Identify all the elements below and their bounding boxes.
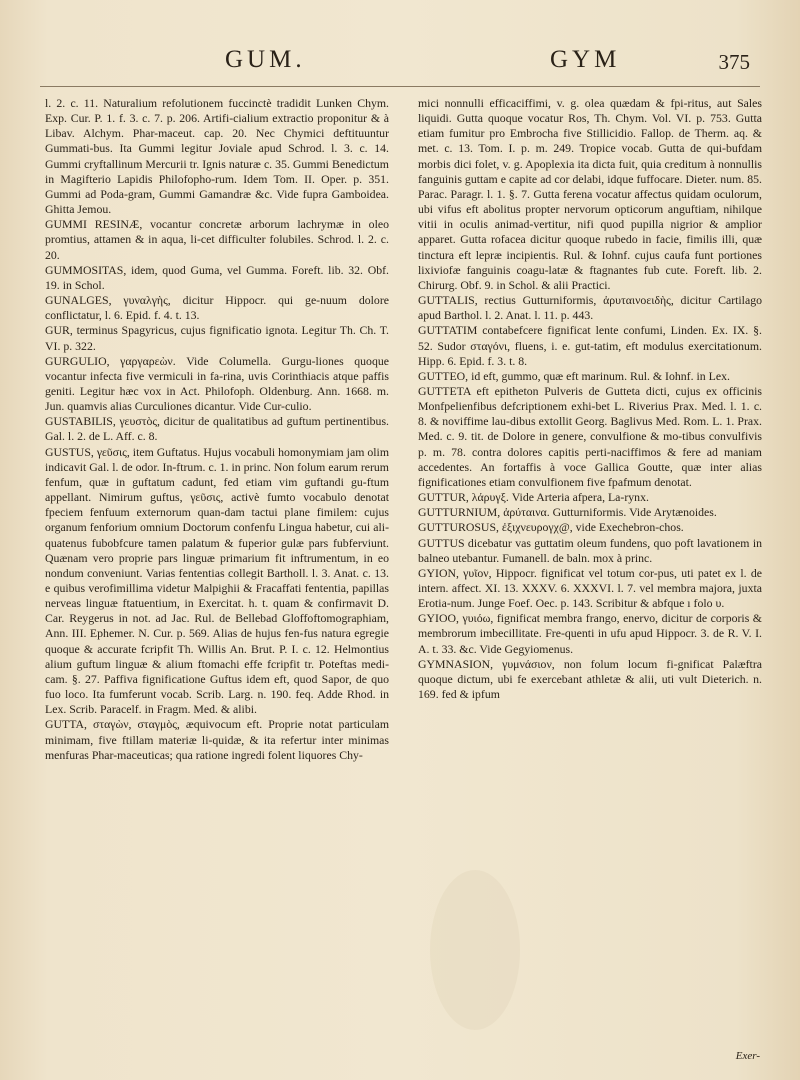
entry: GUR, terminus Spagyricus, cujus fignificatio ignota. Legitur Th. Ch. T. VI. p. 322. <box>45 323 389 353</box>
entry: GUTTETA eft epitheton Pulveris de Gutteta dicti, cujus ex officinis Monfpelienfibus defcriptionem exhi-bet L. Riverius Prax. Med. l. 1. c. 8. & noviffime lau-dibus extollit Georg. Baglivus Med. Rom. L. 1. Prax. Med. c. 9. tit. de Dolore in genere, convulfione & mo-tibus convulfivis p. m. 78. contra dolores capitis perti-naciffimos & fere ad maniam accedentes. An fortaffis à voce Gallica Goutte, quæ inter alias fignificationes etiam convulfionem five fpafmum denotat. <box>418 383 762 489</box>
header-right-word: GYM <box>550 46 621 73</box>
entry: GUTTURNIUM, ἀρύταινα. Gutturniformis. Vide Arytænoides. <box>418 505 717 520</box>
left-column <box>45 96 389 1040</box>
page-number: 375 <box>718 50 750 74</box>
entry: GUTTUROSUS, ἐξιχνευρογχ@, vide Exechebron-chos. <box>418 520 684 535</box>
entry: GURGULIO, γαργαρεὼν. Vide Columella. Gurgu-liones quoque vocantur infecta five vermiculi in fa-rina, uvis Corinthiacis atque paffis geniti. Legitur hæc vox in Act. Philofoph. Oldenburg. Ann. 1668. m. Jun. quamvis alias Curculiones dicantur. Vide Cur-culio. <box>45 353 389 414</box>
entry: GUTTUS dicebatur vas guttatim oleum fundens, quo poft lavationem in balneo utebantur. Fumanell. de baln. mox à princ. <box>418 535 762 565</box>
entry: GYION, γυῖον, Hippocr. fignificat vel totum cor-pus, uti patet ex l. de intern. affect. XI. 13. XXXV. 6. XXXVI. l. 7. vel membra majora, juxta Erotia-num. Junge Foef. Oec. p. 143. Scribitur & abfque ı folo υ. <box>418 565 762 611</box>
entry: GUNALGES, γυναλγὴς, dicitur Hippocr. qui ge-nuum dolore conflictatur, l. 6. Epid. f. 4. t. 13. <box>45 293 389 323</box>
entry: GYMNASION, γυμνάσιον, non folum locum fi-gnificat Palæftra quoque dictum, ubi fe exercebant athletæ & alii, uti vult Dieterich. n. 169. fed & ipfum <box>418 656 762 702</box>
entry: GUTTUR, λάρυγξ. Vide Arteria afpera, La-rynx. <box>418 490 649 505</box>
right-column <box>418 96 762 1040</box>
entry: GUMMI RESINÆ, vocantur concretæ arborum lachrymæ in oleo promtius, attamen & in aqua, li-cet difficulter folubiles. Schrod. l. 2. c. 20. <box>45 217 389 262</box>
entry: GUTTA, σταγὼν, σταγμὸς, æquivocum eft. Proprie notat particulam minimam, five ftillam materiæ li-quidæ, & ita refertur inter minimas menfuras Phar-maceuticas; qua ratione ingredi folent liquores Chy- <box>45 717 389 762</box>
entry: GUTTEO, id eft, gummo, quæ eft marinum. Rul. & Iohnf. in Lex. <box>418 368 730 383</box>
entry: GUSTUS, γεῦσις, item Guftatus. Hujus vocabuli homonymiam jam olim indicavit Gal. l. de odor. In-ftrum. c. 1. in princ. Non folum earum rerum fenfum, quæ in guftatum cadunt, fed etiam vim guftandi gu-ftum appellant. Nimirum guftus, γεῦσις, activè fumto vocabulo denotat fpeciem fenfuum externorum quan-dam tactui plane fimilem: cujus organum fenforium omnium Doctorum confenfu Lingua habetur, cui ali-quatenus fubobfcure tamen palatum & fuperior gulæ pars fubferviunt. Quænam vero proprie pars linguæ primarium fit inftrumentum, in eo nondum conveniunt. Varias fententias collegit Bartholl. l. 3. Anat. c. 13. e quibus verofimillima videtur Malpighii & Fracaffati fententia, papillas nerveas linguæ ftatuentium, in Exercitat. h. t. quam & confirmavit D. Car. Reygerus in not. ad Jac. Rul. de Bellebad Gloffoftomographiam, Ann. III. Ephemer. N. Cur. p. 569. Alias de hujus fen-fus natura egregie quoque & accurate fcripfit Th. Willis An. Brut. P. I. c. 12. Helmontius alium guftum linguæ & alium ftomachi effe fcripfit tr. Poteftas medi-cam. §. 27. Paffiva fignificatione Guftus idem eft, quod Sapor, de quo fuo loco. Ita fumferunt vocab. Scrib. Larg. n. 190. feq. Adde Rhod. in Lex. Scrib. Paracelf. in Fragm. Med. & alibi. <box>45 444 389 717</box>
two-column-body <box>45 96 762 1040</box>
entry: GUSTABILIS, γευστὸς, dicitur de qualitatibus ad guftum pertinentibus. Gal. l. 2. de L. Aff. c. 8. <box>45 414 389 444</box>
entry: GUTTATIM contabefcere fignificat lente confumi, Linden. Ex. IX. §. 52. Sudor σταγόνι, fluens, i. e. gut-tatim, eft modulus exercitationum. Hipp. 6. Epid. f. 3. t. 8. <box>418 323 762 368</box>
entry: mici nonnulli efficaciffimi, v. g. olea quædam & fpi-ritus, aut Sales liquidi. Gutta quoque vocatur Ros, Th. Chym. Vol. VI. p. 753. Gutta etiam fumitur pro Embrocha five Stillicidio. Fallop. de Therm. aq. & met. c. 13. Tom. I. p. m. 249. Tropice vocab. Gutta de qui-bufdam morbis dici folet, v. g. Apoplexia ita dicta fuit, quia creditum à nonnullis fanguinis guttam e capite ad cor delabi, idque fuffocare. Dieter. num. 85. Parac. Paragr. l. 1. §. 7. Gutta ferena vocatur affectus quidam oculorum, ubi vifus eft abolitus propter nervorum opticorum anguftiam, nihilque vitii in oculis animad-vertitur, nifi quod pupilla nigrior & amplior apparet. Gutta rofacea dicitur quoque rubedo in facie, fimilis illi, quæ tinctura eft lepræ incipientis. Rul. & Iohnf. cujus caufa funt portiones lixiviofæ fanguinis coagu-latæ & ftagnantes fub cute. Foreft. lib. 2. Chirurg. Obf. 9. in Schol. & alii Practici. <box>418 96 762 292</box>
catchword: Exer- <box>735 1050 760 1062</box>
entry: l. 2. c. 11. Naturalium refolutionem fuccinctè tradidit Lunken Chym. Exp. Cur. P. 1. f. 3. c. 7. p. 206. Artifi-cialium extractio proponitur & à Libav. Alchym. Phar-maceut. cap. 20. Nec Chymici deftituuntur Gummati-bus. Ita Gummi legitur Joviale apud Schrod. l. 3. c. 14. Gummi cryftallinum Mercurii tr. Ignis naturæ c. 35. Gummi Benedictum in Magifterio Lapidis Philofopho-rum. Idem Tom. II. Oper. p. 351. Gummi ad Poda-gram, Gummi Gamandræ &c. Vide fupra Gamboidea. Ghitta Jemou. <box>45 96 389 217</box>
entry: GUMMOSITAS, idem, quod Guma, vel Gumma. Foreft. lib. 32. Obf. 19. in Schol. <box>45 262 389 292</box>
running-header <box>40 46 760 87</box>
header-left-word: GUM. <box>225 46 306 73</box>
entry: GYIOO, γυιόω, fignificat membra frango, enervo, dicitur de corporis & membrorum imbecillitate. Fre-quenti in ufu apud Hippocr. 3. de R. V. I. A. t. 33. &c. Vide Gegyiomenus. <box>418 611 762 656</box>
entry: GUTTALIS, rectius Gutturniformis, ἀρυταινοειδὴς, dicitur Cartilago apud Barthol. l. 2. Anat. l. 11. p. 443. <box>418 293 762 323</box>
